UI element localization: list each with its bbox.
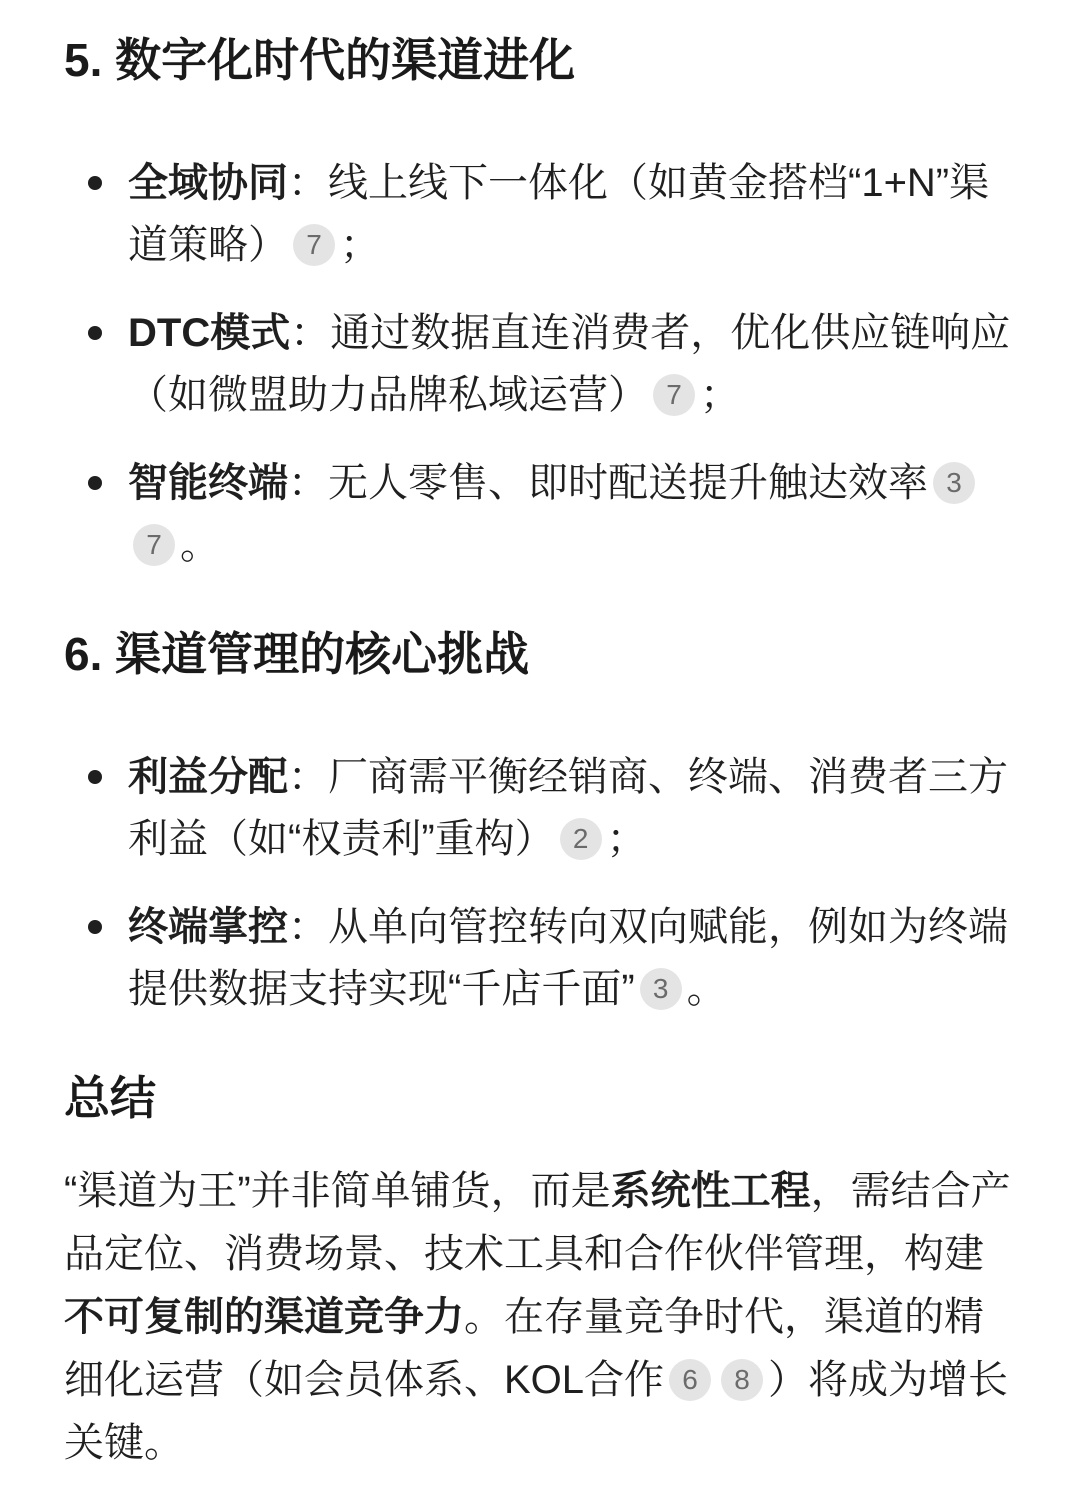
item-text: ：厂商需平衡经销商、终端、消费者三方利益（如“权责利”重构） [128,755,1008,861]
summary-text: ）将成为增长关键。 [64,1358,1009,1465]
item-end: ； [700,373,740,417]
item-term: 智能终端 [128,461,288,505]
section6-list [0,746,1080,1046]
item-term: 全域协同 [128,161,288,205]
item-text: ：从单向管控转向双向赋能，例如为终端提供数据支持实现“千店千面” [128,905,1008,1011]
summary-emphasis: 不可复制的渠道竞争力 [64,1295,464,1339]
citation-badge[interactable]: 6 [669,1359,711,1401]
item-text: ：无人零售、即时配送提升触达效率 [288,461,928,505]
citation-badge[interactable]: 7 [653,374,695,416]
citation-badge[interactable]: 7 [293,224,335,266]
item-end: 。 [686,967,727,1011]
citation-badge[interactable]: 2 [560,818,602,860]
item-term: 利益分配 [128,755,288,799]
list-item [0,452,1080,576]
summary-title: 总结 [64,1072,156,1124]
citation-badge[interactable]: 8 [721,1359,763,1401]
item-term: DTC模式 [128,311,291,355]
citation-badge[interactable]: 3 [933,462,975,504]
list-item [0,152,1080,276]
item-text: ：线上线下一体化（如黄金搭档“1+N”渠道策略） [128,161,990,267]
citation-badge[interactable]: 7 [133,524,175,566]
section5-list [0,152,1080,602]
item-end: ； [340,223,380,267]
list-item [0,746,1080,870]
citation-badge[interactable]: 3 [640,968,682,1010]
summary-paragraph [64,1160,1014,1475]
section6-title: 6. 渠道管理的核心挑战 [64,628,530,680]
summary-emphasis: 系统性工程 [610,1169,811,1213]
item-text: ：通过数据直连消费者，优化供应链响应（如微盟助力品牌私域运营） [128,311,1011,417]
item-end: 。 [180,523,220,567]
summary-text: 。在存量竞争时代，渠道的精细化运营（如会员体系、KOL合作 [64,1295,984,1402]
section5-title: 5. 数字化时代的渠道进化 [64,34,576,86]
summary-text: ，需结合产品定位、消费场景、技术工具和合作伙伴管理，构建 [64,1169,1011,1276]
summary-text: “渠道为王”并非简单铺货，而是 [64,1169,611,1213]
list-item [0,896,1080,1020]
item-term: 终端掌控 [128,905,288,949]
list-item [0,302,1080,426]
item-end: ； [606,817,647,861]
